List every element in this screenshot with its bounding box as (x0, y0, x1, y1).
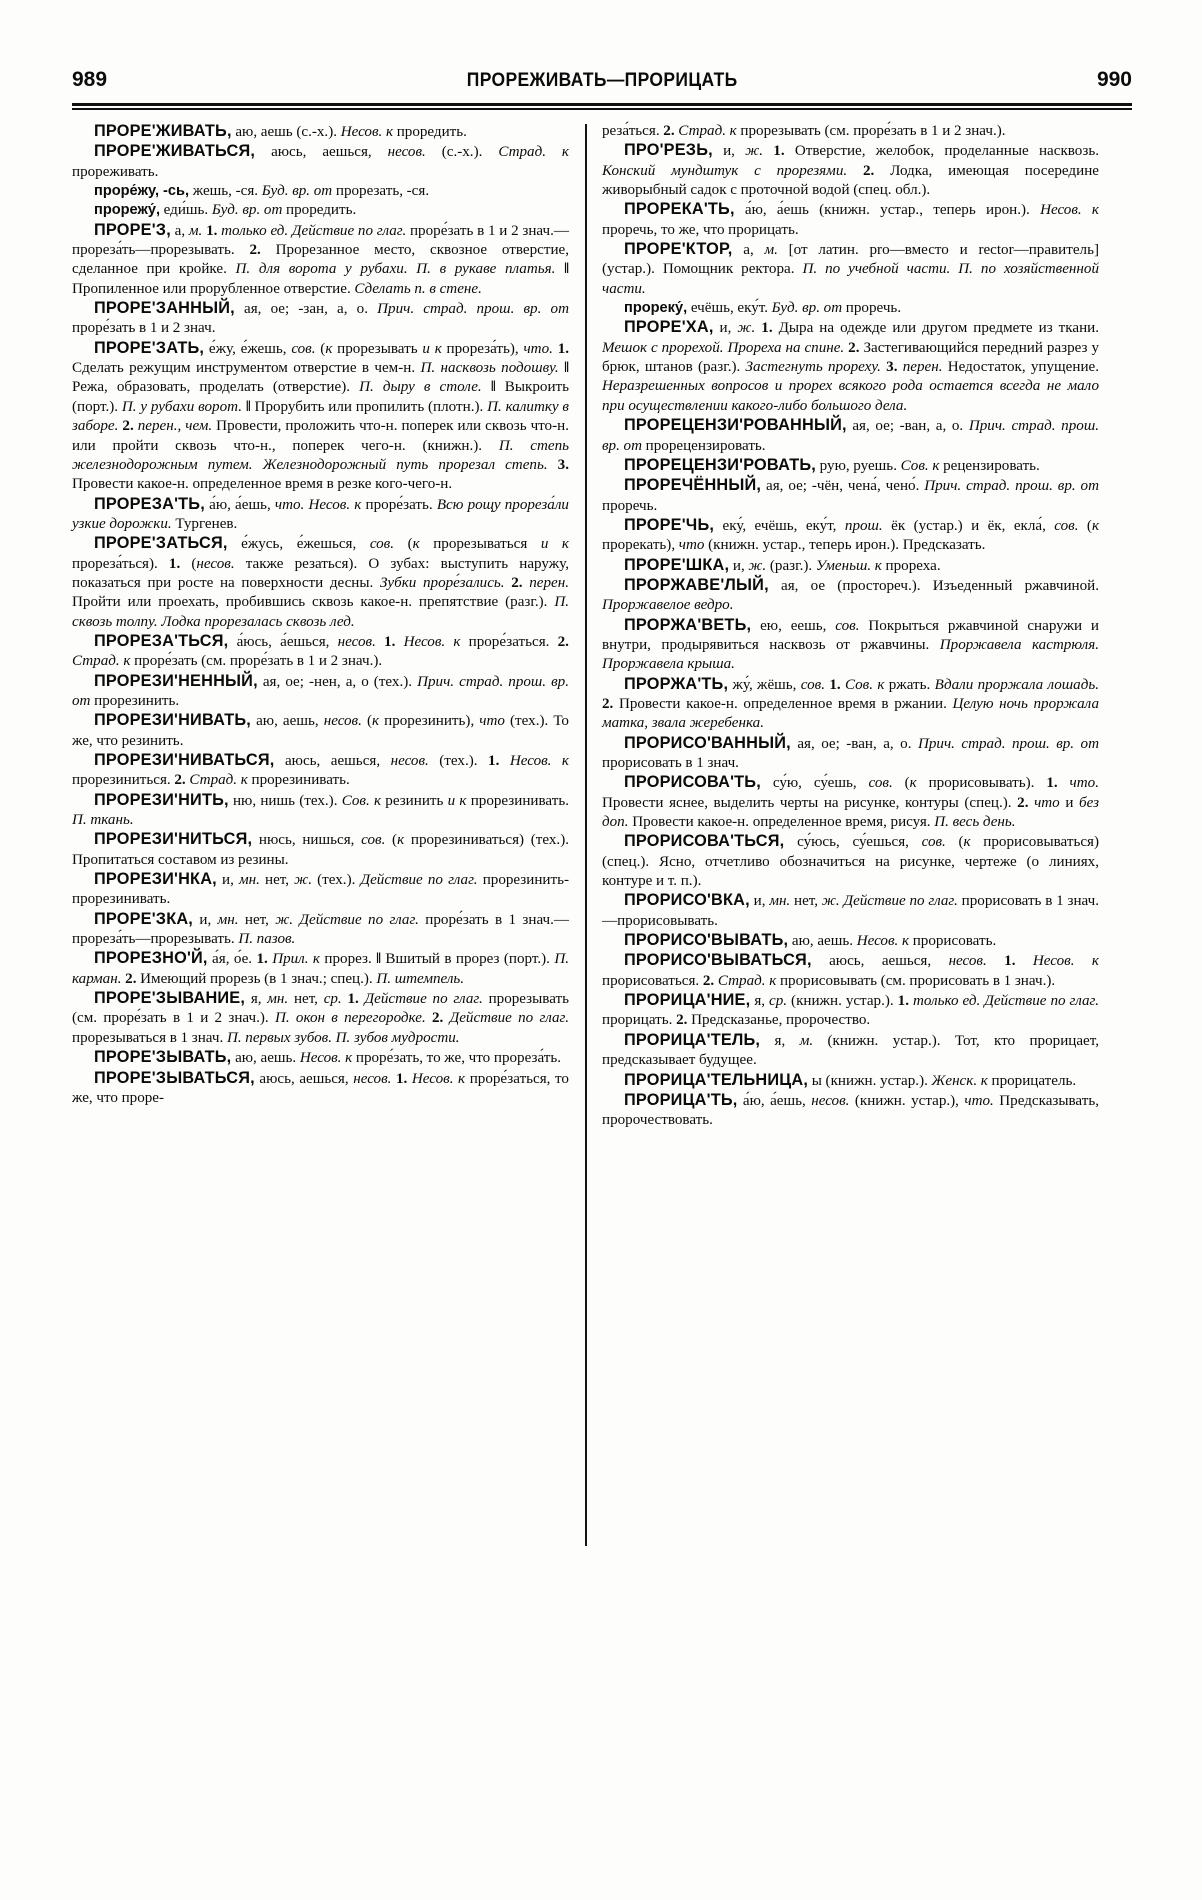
dictionary-entry: ПРОРЕ'ХА, и, ж. 1. Дыра на одежде или другом предмете из ткани. Мешок с прорехой. Прореха на спине. 2. Застегивающийся передний разрез у брюк, штанов (разг.). Застегнуть прореху. 3. перен. Недостаток, упущение. Неразрешенных вопросов и прорех всякого рода остается всегда не мало при осуществлении какого-либо большого дела. (602, 318, 1099, 414)
dictionary-entry: реза́ться. 2. Страд. к прорезывать (см. проре́зать в 1 и 2 знач.). (602, 123, 1006, 139)
dictionary-entry: прорежу́, еди́шь. Буд. вр. от проредить. (94, 202, 357, 219)
dictionary-entry: ПРОРЕ'З, а, м. 1. только ед. Действие по глаг. проре́зать в 1 и 2 знач.—прореза́ть—прорезывать. 2. Прорезанное место, сквозное отверстие, сделанное при кройке. П. для ворота у рубахи. П. в рукаве платья. ‖ Пропиленное или прорубленное отверстие. Сделать п. в стене. (72, 220, 569, 297)
dictionary-entry: ПРОРИСОВА'ТЬСЯ, су́юсь, су́ешься, сов. (к прорисовываться) (спец.). Ясно, отчетливо обозначиться на рисунке, чертеже (о линиях, контуре и т. п.). (602, 832, 1099, 890)
dictionary-entry: ПРОРЕ'ЖИВАТЬ, аю, аешь (с.-х.). Несов. к проредить. (94, 122, 467, 140)
dictionary-entry: ПРОРЕ'ЗКА, и, мн. нет, ж. Действие по глаг. проре́зать в 1 знач.—прореза́ть—прорезывать. П. пазов. (72, 909, 570, 948)
column-left (72, 122, 585, 1822)
dictionary-entry: ПРОРИЦА'ТЕЛЬНИЦА, ы (книжн. устар.). Женск. к прорицатель. (624, 1070, 1077, 1089)
running-head (72, 68, 1132, 98)
dictionary-entry: ПРОРЕ'ЗАННЫЙ, ая, ое; -зан, а, о. Прич. страд. прош. вр. от проре́зать в 1 и 2 знач. (72, 299, 569, 337)
dictionary-entry: ПРОРЕЦЕНЗИ'РОВАННЫЙ, ая, ое; -ван, а, о. Прич. страд. прош. вр. от прорецензировать. (602, 416, 1099, 454)
header-rule (72, 103, 1132, 110)
dictionary-entry: ПРОРИСО'ВАННЫЙ, ая, ое; -ван, а, о. Прич. страд. прош. вр. от прорисовать в 1 знач. (602, 733, 1099, 771)
dictionary-entry: ПРОРИСОВА'ТЬ, су́ю, су́ешь, сов. (к прорисовывать). 1. что. Провести яснее, выделить черты на рисунке, контуры (спец.). 2. что и без доп. Провести какое-н. определенное время, рисуя. П. весь день. (602, 773, 1099, 831)
dictionary-entry: ПРОРИЦА'ТЬ, а́ю, а́ешь, несов. (книжн. устар.), что. Предсказывать, пророчествовать. (602, 1090, 1099, 1129)
dictionary-entry: ПРОРЖАВЕ'ЛЫЙ, ая, ое (простореч.). Изъеденный ржавчиной. Проржавелое ведро. (602, 575, 1099, 614)
dictionary-entry: ПРОРИСО'ВЫВАТЬСЯ, аюсь, аешься, несов. 1. Несов. к прорисоваться. 2. Страд. к прорисовывать (см. прорисовать в 1 знач.). (602, 951, 1099, 989)
dictionary-entry: ПРОРЕ'КТОР, а, м. [от латин. pro—вместо и rector—правитель] (устар.). Помощник ректора. П. по учебной части. П. по хозяйственной части. (602, 240, 1099, 297)
page-columns (72, 122, 1134, 1822)
column-divider (585, 124, 587, 1546)
dictionary-entry: ПРО'РЕЗЬ, и, ж. 1. Отверстие, желобок, проделанные насквозь. Конский мундштук с прорезями. 2. Лодка, имеющая посередине живорыбный садок с проточной водой (спец. обл.). (602, 141, 1099, 199)
dictionary-entry: прореку́, ечёшь, еку́т. Буд. вр. от проречь. (624, 300, 902, 317)
dictionary-entry: ПРОРЕ'ЗЫВАТЬСЯ, аюсь, аешься, несов. 1. Несов. к проре́заться, то же, что проре- (72, 1068, 569, 1106)
column-right (602, 122, 1099, 1822)
dictionary-entry: ПРОРЕ'ЗАТЬ, е́жу, е́жешь, сов. (к прорезывать и к прореза́ть), что. 1. Сделать режущим инструментом отверстие в чем-н. П. насквозь подошву. ‖ Режа, образовать, проделать (отверстие). П. дыру в столе. ‖ Выкроить (порт.). П. у рубахи ворот. ‖ Прорубить или пропилить (плотн.). П. калитку в заборе. 2. перен., чем. Провести, проложить что-н. поперек или сквозь что-н. или пройти сквозь что-н., поперек чего-н. (книжн.). П. степь железнодорожным путем. Железнодорожный путь прорезал степь. 3. Провести какое-н. определенное время в резке кого-чего-н. (72, 338, 570, 493)
dictionary-entry: ПРОРЕЗИ'НИТЬ, ню, нишь (тех.). Сов. к резинить и к прорезинивать. П. ткань. (72, 790, 569, 829)
dictionary-entry: ПРОРЕЦЕНЗИ'РОВАТЬ, рую, руешь. Сов. к рецензировать. (624, 455, 1040, 474)
dictionary-entry: ПРОРИЦА'НИЕ, я, ср. (книжн. устар.). 1. только ед. Действие по глаг. прорицать. 2. Предсказанье, пророчество. (602, 991, 1099, 1029)
dictionary-entry: ПРОРЕ'ШКА, и, ж. (разг.). Уменьш. к прореха. (624, 555, 941, 574)
dictionary-entry: ПРОРЕКА'ТЬ, а́ю, а́ешь (книжн. устар., теперь ирон.). Несов. к проречь, то же, что прорицать. (602, 200, 1099, 238)
dictionary-entry: проре́жу, -сь, жешь, -ся. Буд. вр. от прорезать, -ся. (94, 183, 430, 200)
dictionary-entry: ПРОРЖА'ВЕТЬ, ею, еешь, сов. Покрыться ржавчиной снаружи и внутри, продырявиться насквозь от ржавчины. Проржавела кастрюля. Проржавела крыша. (602, 615, 1099, 673)
dictionary-entry: ПРОРЕ'ЧЬ, еку́, ечёшь, еку́т, прош. ёк (устар.) и ёк, екла́, сов. (к прорекать), что (книжн. устар., теперь ирон.). Предсказать. (602, 515, 1099, 554)
dictionary-entry: ПРОРЕ'ЖИВАТЬСЯ, аюсь, аешься, несов. (с.-х.). Страд. к прореживать. (72, 142, 569, 180)
dictionary-entry: ПРОРЕ'ЗАТЬСЯ, е́жусь, е́жешься, сов. (к прорезываться и к прореза́ться). 1. (несов. также резаться). О зубах: выступить наружу, показаться при росте на поверхности десны. Зубки проре́зались. 2. перен. Пройти или проехать, пробившись сквозь какое-н. препятствие (разг.). П. сквозь толпу. Лодка прорезалась сквозь лед. (72, 534, 569, 630)
dictionary-entry: ПРОРЕЗИ'НИТЬСЯ, нюсь, нишься, сов. (к прорезиниваться) (тех.). Пропитаться составом из резины. (72, 830, 570, 868)
running-title: ПРОРЕЖИВАТЬ—ПРОРИЦАТЬ (466, 70, 738, 91)
folio-left: 989 (72, 68, 108, 91)
dictionary-entry: ПРОРЕЗИ'НИВАТЬСЯ, аюсь, аешься, несов. (тех.). 1. Несов. к прорезиниться. 2. Страд. к прорезинивать. (72, 751, 569, 789)
dictionary-entry: ПРОРЕЗА'ТЬСЯ, а́юсь, а́ешься, несов. 1. Несов. к проре́заться. 2. Страд. к проре́зать (см. проре́зать в 1 и 2 знач.). (72, 631, 569, 670)
dictionary-entry: ПРОРИСО'ВЫВАТЬ, аю, аешь. Несов. к прорисовать. (624, 931, 997, 950)
dictionary-entry: ПРОРЕЧЁННЫЙ, ая, ое; -чён, чена́, чено́. Прич. страд. прош. вр. от проречь. (602, 476, 1099, 514)
header-rule-thin (72, 108, 1132, 110)
dictionary-entry: ПРОРЕЗНО'Й, а́я, о́е. 1. Прил. к прорез. ‖ Вшитый в прорез (порт.). П. карман. 2. Имеющий прорезь (в 1 знач.; спец.). П. штемпель. (72, 949, 569, 987)
folio-right: 990 (1096, 68, 1132, 91)
dictionary-entry: ПРОРИСО'ВКА, и, мн. нет, ж. Действие по глаг. прорисовать в 1 знач.—прорисовывать. (602, 891, 1100, 929)
dictionary-entry: ПРОРИЦА'ТЕЛЬ, я, м. (книжн. устар.). Тот, кто прорицает, предсказывает будущее. (602, 1030, 1099, 1069)
dictionary-entry: ПРОРЕЗИ'НЕННЫЙ, ая, ое; -нен, а, о (тех.). Прич. страд. прош. вр. от прорезинить. (72, 671, 570, 709)
dictionary-entry: ПРОРЕЗИ'НКА, и, мн. нет, ж. (тех.). Действие по глаг. прорезинить-прорезинивать. (72, 870, 569, 908)
dictionary-entry: ПРОРЕ'ЗЫВАНИЕ, я, мн. нет, ср. 1. Действие по глаг. прорезывать (см. проре́зать в 1 и 2 знач.). П. окон в перегородке. 2. Действие по глаг. прорезываться в 1 знач. П. первых зубов. П. зубов мудрости. (72, 989, 569, 1046)
dictionary-entry: ПРОРЖА'ТЬ, жу́, жёшь, сов. 1. Сов. к ржать. Вдали проржала лошадь. 2. Провести какое-н. определенное время в ржании. Целую ночь проржала матка, звала жеребенка. (602, 674, 1099, 732)
dictionary-entry: ПРОРЕЗА'ТЬ, а́ю, а́ешь, что. Несов. к проре́зать. Всю рощу прореза́ли узкие дорожки. Тургенев. (72, 494, 569, 532)
dictionary-entry: ПРОРЕЗИ'НИВАТЬ, аю, аешь, несов. (к прорезинить), что (тех.). То же, что резинить. (72, 711, 569, 749)
dictionary-entry: ПРОРЕ'ЗЫВАТЬ, аю, аешь. Несов. к проре́зать, то же, что прореза́ть. (94, 1048, 562, 1067)
